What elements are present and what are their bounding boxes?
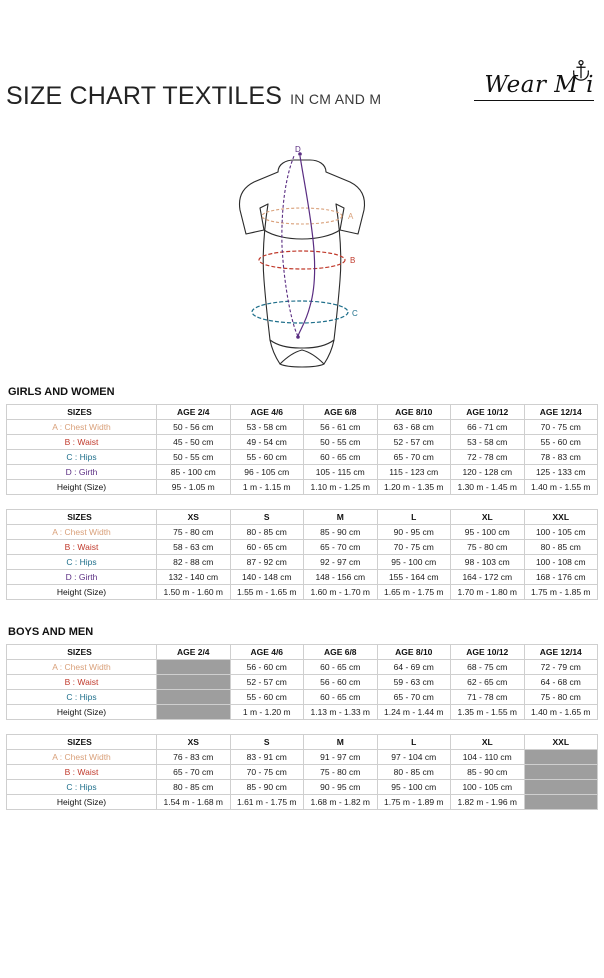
table-row [7, 555, 598, 570]
table-cell: 105 - 115 cm [304, 465, 378, 480]
table-cell: 140 - 148 cm [230, 570, 304, 585]
table-row [7, 690, 598, 705]
table-cell: 85 - 90 cm [230, 780, 304, 795]
table-cell: 97 - 104 cm [377, 750, 451, 765]
table-cell: 1.55 m - 1.65 m [230, 585, 304, 600]
row-label: Height (Size) [7, 705, 157, 720]
table-cell: 83 - 91 cm [230, 750, 304, 765]
table-cell: 95 - 100 cm [377, 555, 451, 570]
table-cell: 63 - 68 cm [377, 420, 451, 435]
row-label: B : Waist [7, 435, 157, 450]
row-label: Height (Size) [7, 480, 157, 495]
row-label: C : Hips [7, 780, 157, 795]
table-cell: 55 - 60 cm [524, 435, 598, 450]
chest-measure-line [262, 208, 354, 224]
table-cell: 1.61 m - 1.75 m [230, 795, 304, 810]
table-cell: 85 - 90 cm [304, 525, 378, 540]
section-boys-and-men [6, 626, 598, 810]
table-cell: 75 - 80 cm [524, 690, 598, 705]
table-cell: 58 - 63 cm [157, 540, 231, 555]
table-cell: 85 - 100 cm [157, 465, 231, 480]
page-title-main: SIZE CHART TEXTILES [6, 82, 283, 110]
column-header: SIZES [7, 735, 157, 750]
column-header: XL [451, 735, 525, 750]
table-cell: 60 - 65 cm [304, 690, 378, 705]
table-cell: 53 - 58 cm [230, 420, 304, 435]
svg-text:D: D [295, 146, 301, 154]
table-cell: 50 - 55 cm [157, 450, 231, 465]
table-row [7, 780, 598, 795]
row-label: C : Hips [7, 450, 157, 465]
table-cell: 50 - 55 cm [304, 435, 378, 450]
row-label: Height (Size) [7, 585, 157, 600]
section-title-girls-and-women: GIRLS AND WOMEN [8, 386, 115, 398]
table-cell: 95 - 1.05 m [157, 480, 231, 495]
table-cell: 60 - 65 cm [304, 660, 378, 675]
table-cell: 66 - 71 cm [451, 420, 525, 435]
table-cell: 75 - 80 cm [304, 765, 378, 780]
table-row [7, 540, 598, 555]
size-chart-page [0, 72, 604, 978]
table-cell: 70 - 75 cm [524, 420, 598, 435]
table-cell: 155 - 164 cm [377, 570, 451, 585]
row-label: B : Waist [7, 540, 157, 555]
table-cell: 56 - 60 cm [304, 675, 378, 690]
table-cell: 115 - 123 cm [377, 465, 451, 480]
table-cell: 65 - 70 cm [157, 765, 231, 780]
row-label: C : Hips [7, 555, 157, 570]
table-cell: 70 - 75 cm [377, 540, 451, 555]
table-cell: 100 - 108 cm [524, 555, 598, 570]
column-header: AGE 12/14 [524, 405, 598, 420]
table-cell: 91 - 97 cm [304, 750, 378, 765]
table-header-row [7, 645, 598, 660]
table-cell: 80 - 85 cm [157, 780, 231, 795]
row-label: Height (Size) [7, 795, 157, 810]
column-header: AGE 4/6 [230, 645, 304, 660]
table-row [7, 585, 598, 600]
table-cell: 1.70 m - 1.80 m [451, 585, 525, 600]
page-title-subtitle: IN CM AND M [290, 91, 382, 107]
row-label: A : Chest Width [7, 420, 157, 435]
table-cell: 1.13 m - 1.33 m [304, 705, 378, 720]
table-cell: 1.50 m - 1.60 m [157, 585, 231, 600]
column-header: AGE 12/14 [524, 645, 598, 660]
table-cell: 164 - 172 cm [451, 570, 525, 585]
row-label: A : Chest Width [7, 660, 157, 675]
column-header: AGE 8/10 [377, 645, 451, 660]
table-cell: 62 - 65 cm [451, 675, 525, 690]
section-title-boys-and-men: BOYS AND MEN [8, 626, 94, 638]
anchor-icon [570, 59, 592, 81]
column-header: AGE 4/6 [230, 405, 304, 420]
table-row [7, 570, 598, 585]
table-cell: 64 - 68 cm [524, 675, 598, 690]
table-cell: 1.20 m - 1.35 m [377, 480, 451, 495]
table-cell: 100 - 105 cm [524, 525, 598, 540]
table-cell: 1 m - 1.20 m [230, 705, 304, 720]
table-cell-unavailable [524, 795, 598, 810]
column-header: AGE 10/12 [451, 405, 525, 420]
table-cell: 125 - 133 cm [524, 465, 598, 480]
table-row [7, 750, 598, 765]
table-row [7, 435, 598, 450]
table-cell: 1.54 m - 1.68 m [157, 795, 231, 810]
table-cell: 148 - 156 cm [304, 570, 378, 585]
table-cell: 80 - 85 cm [524, 540, 598, 555]
table-row [7, 465, 598, 480]
page-title [6, 82, 381, 111]
table-cell: 132 - 140 cm [157, 570, 231, 585]
table-cell: 75 - 80 cm [157, 525, 231, 540]
table-cell: 49 - 54 cm [230, 435, 304, 450]
row-label: B : Waist [7, 675, 157, 690]
brand-name-text: Wear M i [484, 72, 594, 98]
column-header: M [304, 510, 378, 525]
table-cell: 1.40 m - 1.65 m [524, 705, 598, 720]
table-cell: 1.30 m - 1.45 m [451, 480, 525, 495]
table-row [7, 450, 598, 465]
table-cell-unavailable [524, 750, 598, 765]
table-cell: 60 - 65 cm [230, 540, 304, 555]
table-row [7, 525, 598, 540]
table-cell: 100 - 105 cm [451, 780, 525, 795]
brand-logo [474, 72, 594, 101]
column-header: L [377, 735, 451, 750]
table-cell: 56 - 61 cm [304, 420, 378, 435]
row-label: A : Chest Width [7, 750, 157, 765]
table-cell: 59 - 63 cm [377, 675, 451, 690]
column-header: XS [157, 735, 231, 750]
table-cell: 52 - 57 cm [230, 675, 304, 690]
table-cell-unavailable [524, 765, 598, 780]
table-cell: 72 - 79 cm [524, 660, 598, 675]
table-cell: 1.68 m - 1.82 m [304, 795, 378, 810]
table-girls-kids [6, 404, 598, 495]
table-row [7, 660, 598, 675]
table-cell-unavailable [157, 705, 231, 720]
table-cell: 55 - 60 cm [230, 690, 304, 705]
table-cell: 80 - 85 cm [377, 765, 451, 780]
table-row [7, 765, 598, 780]
table-cell: 65 - 70 cm [304, 540, 378, 555]
table-row [7, 795, 598, 810]
table-cell: 68 - 75 cm [451, 660, 525, 675]
measurement-diagram [6, 146, 598, 386]
table-cell: 65 - 70 cm [377, 690, 451, 705]
table-cell: 52 - 57 cm [377, 435, 451, 450]
table-cell-unavailable [157, 660, 231, 675]
column-header: AGE 2/4 [157, 645, 231, 660]
table-cell: 64 - 69 cm [377, 660, 451, 675]
table-cell: 1.65 m - 1.75 m [377, 585, 451, 600]
table-cell: 76 - 83 cm [157, 750, 231, 765]
column-header: SIZES [7, 510, 157, 525]
column-header: SIZES [7, 645, 157, 660]
female-torso-illustration [182, 146, 422, 382]
table-cell: 95 - 100 cm [451, 525, 525, 540]
table-cell: 87 - 92 cm [230, 555, 304, 570]
table-row [7, 480, 598, 495]
table-cell: 85 - 90 cm [451, 765, 525, 780]
column-header: AGE 8/10 [377, 405, 451, 420]
table-boys-kids [6, 644, 598, 720]
column-header: SIZES [7, 405, 157, 420]
table-cell: 72 - 78 cm [451, 450, 525, 465]
table-cell-unavailable [524, 780, 598, 795]
row-label: C : Hips [7, 690, 157, 705]
table-cell: 1.75 m - 1.89 m [377, 795, 451, 810]
table-cell: 45 - 50 cm [157, 435, 231, 450]
svg-text:C: C [352, 309, 358, 318]
column-header: M [304, 735, 378, 750]
column-header: S [230, 735, 304, 750]
table-cell: 120 - 128 cm [451, 465, 525, 480]
table-cell: 96 - 105 cm [230, 465, 304, 480]
page-header [6, 72, 598, 142]
table-cell: 80 - 85 cm [230, 525, 304, 540]
table-cell: 1.82 m - 1.96 m [451, 795, 525, 810]
column-header: XL [451, 510, 525, 525]
table-cell: 98 - 103 cm [451, 555, 525, 570]
table-cell-unavailable [157, 675, 231, 690]
row-label: D : Girth [7, 465, 157, 480]
column-header: AGE 10/12 [451, 645, 525, 660]
column-header: AGE 6/8 [304, 645, 378, 660]
table-cell: 78 - 83 cm [524, 450, 598, 465]
row-label: A : Chest Width [7, 525, 157, 540]
column-header: L [377, 510, 451, 525]
column-header: XXL [524, 735, 598, 750]
table-cell: 71 - 78 cm [451, 690, 525, 705]
column-header: XS [157, 510, 231, 525]
table-cell: 1.10 m - 1.25 m [304, 480, 378, 495]
table-cell: 1 m - 1.15 m [230, 480, 304, 495]
table-header-row [7, 405, 598, 420]
section-girls-and-women [6, 386, 598, 600]
girth-measure-line [282, 146, 315, 339]
table-men-adult [6, 734, 598, 810]
table-cell: 90 - 95 cm [304, 780, 378, 795]
table-cell: 1.75 m - 1.85 m [524, 585, 598, 600]
brand-underline [474, 100, 594, 101]
column-header: S [230, 510, 304, 525]
table-row [7, 675, 598, 690]
table-cell: 168 - 176 cm [524, 570, 598, 585]
table-row [7, 420, 598, 435]
row-label: B : Waist [7, 765, 157, 780]
table-cell: 95 - 100 cm [377, 780, 451, 795]
table-header-row [7, 735, 598, 750]
column-header: AGE 2/4 [157, 405, 231, 420]
table-header-row [7, 510, 598, 525]
column-header: AGE 6/8 [304, 405, 378, 420]
table-cell: 50 - 56 cm [157, 420, 231, 435]
table-cell: 104 - 110 cm [451, 750, 525, 765]
table-cell: 82 - 88 cm [157, 555, 231, 570]
table-cell: 90 - 95 cm [377, 525, 451, 540]
table-cell: 53 - 58 cm [451, 435, 525, 450]
table-cell: 1.60 m - 1.70 m [304, 585, 378, 600]
table-cell: 1.35 m - 1.55 m [451, 705, 525, 720]
table-women-adult [6, 509, 598, 600]
table-cell: 1.24 m - 1.44 m [377, 705, 451, 720]
table-cell: 65 - 70 cm [377, 450, 451, 465]
table-cell: 70 - 75 cm [230, 765, 304, 780]
svg-text:B: B [350, 256, 356, 265]
row-label: D : Girth [7, 570, 157, 585]
svg-text:A: A [348, 212, 354, 221]
column-header: XXL [524, 510, 598, 525]
table-row [7, 705, 598, 720]
table-cell: 75 - 80 cm [451, 540, 525, 555]
table-cell-unavailable [157, 690, 231, 705]
table-cell: 1.40 m - 1.55 m [524, 480, 598, 495]
table-cell: 56 - 60 cm [230, 660, 304, 675]
table-cell: 60 - 65 cm [304, 450, 378, 465]
table-cell: 55 - 60 cm [230, 450, 304, 465]
table-cell: 92 - 97 cm [304, 555, 378, 570]
